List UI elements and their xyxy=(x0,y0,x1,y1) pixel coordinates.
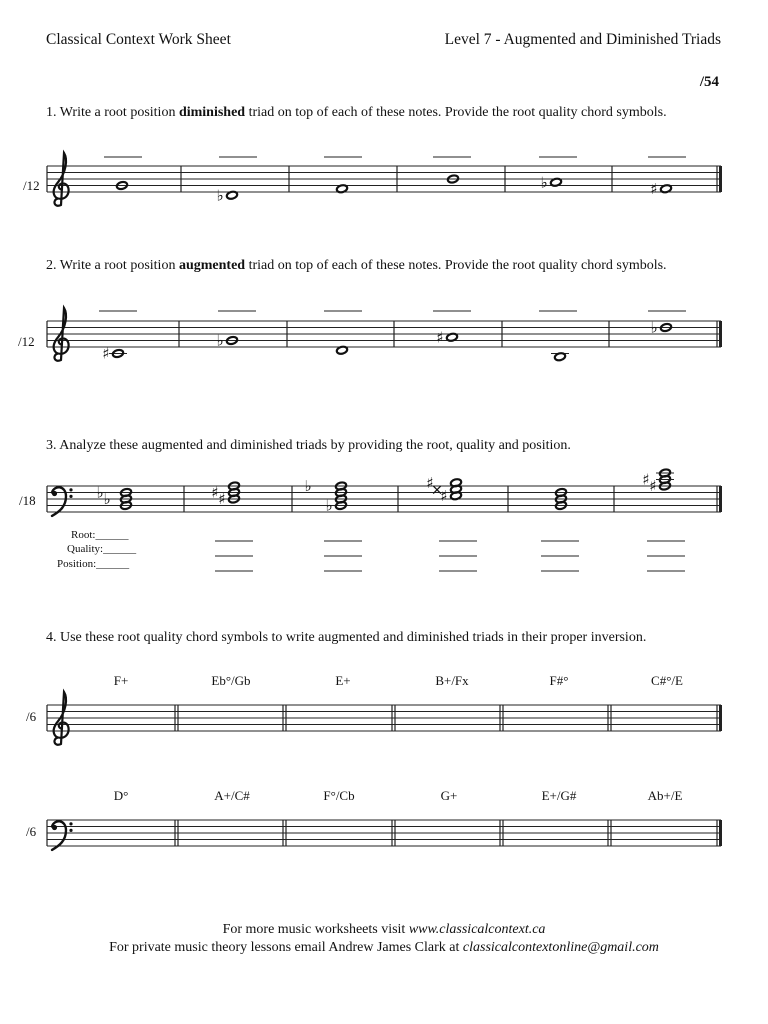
q4-row2-chord-symbol-4: G+ xyxy=(440,788,458,803)
q3-chord-1-accidental: ♭ xyxy=(96,483,104,502)
q3-chord-4-accidental: ♯ xyxy=(426,473,434,492)
question-4-text: 4. Use these root quality chord symbols to write augmented and diminished triads in their proper inversion. xyxy=(46,630,647,645)
q4-row1-chord-symbol-6: C#°/E xyxy=(651,673,683,688)
bass-clef-dot xyxy=(69,488,72,491)
q1-note-2-accidental: ♭ xyxy=(216,186,224,205)
q3-chord-4-accidental: ♯ xyxy=(440,486,448,505)
q3-chord-4-accidental: × xyxy=(430,480,444,499)
question-2-text: 2. Write a root position augmented triad on top of each of these notes. Provide the root quality chord symbols. xyxy=(46,258,667,273)
question-2-score: /12 xyxy=(18,334,35,349)
q3-chord-6-accidental: ♯ xyxy=(649,477,657,495)
q1-note-6-accidental: ♯ xyxy=(650,179,658,198)
q3-chord-2-accidental: ♯ xyxy=(218,490,226,508)
q4-row1-chord-symbol-2: Eb°/Gb xyxy=(211,673,251,688)
bass-clef-dot xyxy=(69,829,72,832)
question-1-score: /12 xyxy=(23,178,40,193)
q2-note-4-accidental: ♯ xyxy=(436,328,444,347)
question-3-text: 3. Analyze these augmented and diminished triads by providing the root, quality and position. xyxy=(46,438,571,453)
q3-chord-6-accidental: ♯ xyxy=(642,470,650,489)
q3-chord-2-accidental: ♯ xyxy=(211,483,219,502)
position-label: Position:______ xyxy=(57,558,130,570)
q4-row2-chord-symbol-6: Ab+/E xyxy=(647,788,683,803)
q4-row2-chord-symbol-2: A+/C# xyxy=(214,788,250,803)
q2-note-6-accidental: ♭ xyxy=(650,318,658,337)
question-4-row1-score: /6 xyxy=(26,709,37,724)
bass-clef-dot xyxy=(69,495,72,498)
q1-note-5-accidental: ♭ xyxy=(540,173,548,192)
level-title: Level 7 - Augmented and Diminished Triads xyxy=(444,31,721,48)
website-link[interactable]: www.classicalcontext.ca xyxy=(408,922,546,937)
worksheet-title: Classical Context Work Sheet xyxy=(46,31,231,48)
q3-chord-1-accidental: ♭ xyxy=(103,490,111,508)
footer-line-2: For private music theory lessons email Andrew James Clark at classicalcontextonline@gmail.com xyxy=(109,940,659,955)
q2-note-2-accidental: ♭ xyxy=(216,331,224,350)
bass-clef-dot xyxy=(69,822,72,825)
q4-row1-chord-symbol-5: F#° xyxy=(549,673,569,688)
bass-clef-dot xyxy=(52,491,57,496)
question-1-text: 1. Write a root position diminished triad on top of each of these notes. Provide the root quality chord symbols. xyxy=(46,105,667,120)
question-3-score: /18 xyxy=(19,493,36,508)
quality-label: Quality:______ xyxy=(67,543,137,555)
email-link[interactable]: classicalcontextonline@gmail.com xyxy=(462,940,659,955)
root-label: Root:______ xyxy=(71,529,129,541)
q2-note-1-accidental: ♯ xyxy=(102,344,110,363)
q3-chord-3-accidental: ♭ xyxy=(325,496,333,515)
total-score: /54 xyxy=(699,74,719,90)
bass-clef-dot xyxy=(52,825,57,830)
q4-row2-chord-symbol-1: D° xyxy=(113,788,129,803)
q3-chord-3-accidental: ♭ xyxy=(304,477,312,495)
q4-row2-chord-symbol-5: E+/G# xyxy=(541,788,577,803)
q4-row1-chord-symbol-3: E+ xyxy=(335,673,351,688)
q4-row1-chord-symbol-4: B+/Fx xyxy=(435,673,469,688)
q4-row1-chord-symbol-1: F+ xyxy=(113,673,129,688)
q4-row2-chord-symbol-3: F°/Cb xyxy=(323,788,355,803)
question-4-row2-score: /6 xyxy=(26,824,37,839)
footer-line-1: For more music worksheets visit www.classicalcontext.ca xyxy=(222,922,546,937)
